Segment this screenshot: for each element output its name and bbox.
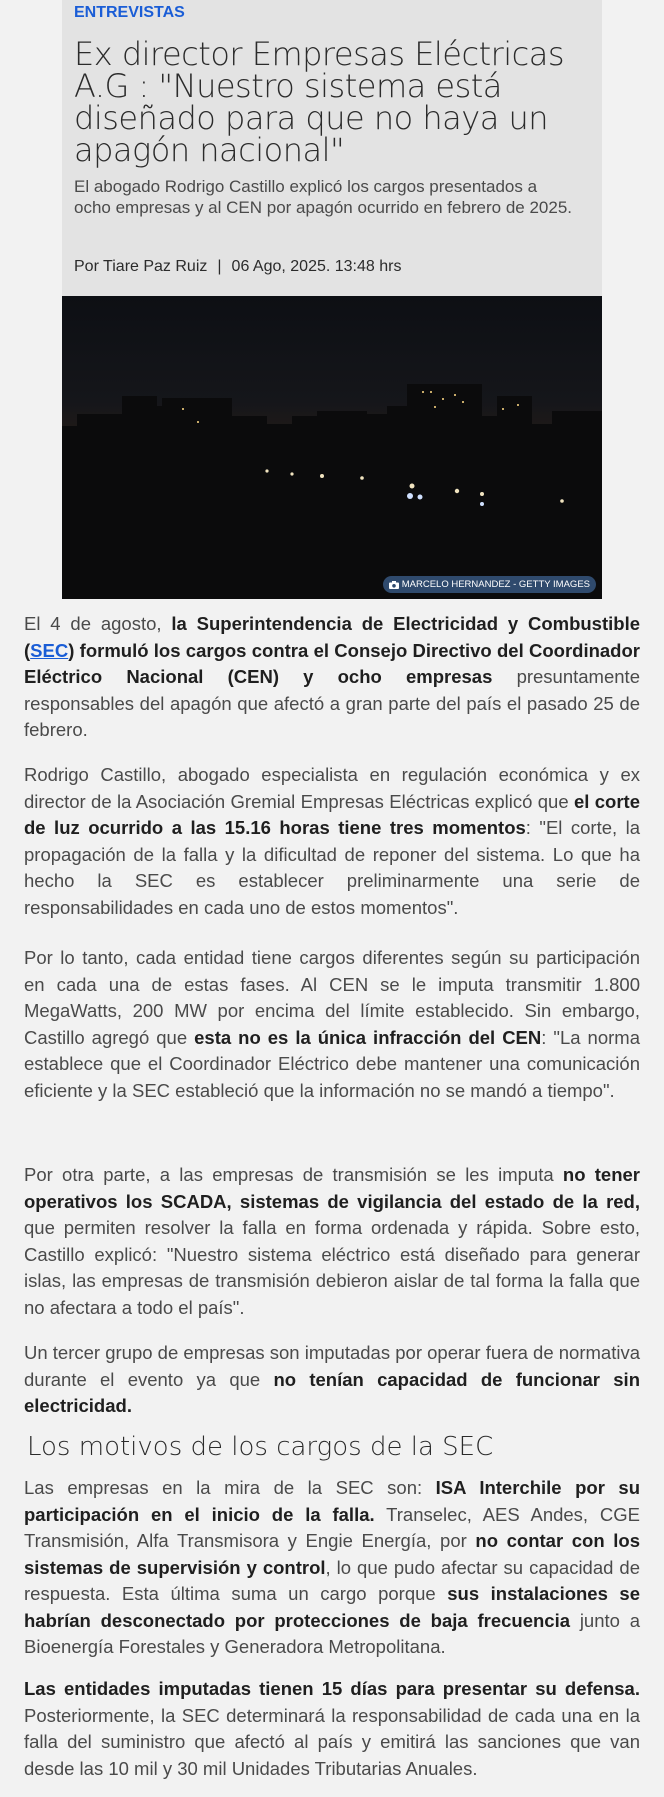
hero-image [62, 296, 602, 599]
p3-bold-b: esta no es la única infracción del CEN [194, 1026, 542, 1048]
section-subheading: Los motivos de los cargos de la SEC [27, 1432, 494, 1462]
paragraph-5 [24, 1340, 640, 1420]
p2-bold-b: el corte de luz ocurrido a las 15.16 horas tiene tres momentos [24, 790, 641, 838]
paragraph-7 [24, 1676, 640, 1782]
p7-bold-a: Las entidades imputadas tienen 15 días para presentar su defensa. [24, 1678, 640, 1699]
paragraph-1 [24, 611, 640, 744]
p6-text-a: Las empresas en la mira de la SEC son: [24, 1477, 436, 1498]
camera-icon [389, 581, 399, 589]
publish-date: 06 Ago, 2025. 13:48 hrs [231, 258, 402, 275]
paragraph-6 [24, 1475, 640, 1661]
p1-bold-c: ) formuló los cargos contra el Consejo Directivo del Coordinador Eléctrico Nacional (CEN) y ocho empresas [24, 639, 640, 687]
paragraph-4 [24, 1162, 640, 1321]
section-tag[interactable]: ENTREVISTAS [74, 4, 185, 21]
sec-link[interactable]: SEC [30, 639, 69, 661]
p5-text-a: Un tercer grupo de empresas son imputadas por operar fuera de normativa durante el evento ya que [24, 1342, 640, 1390]
night-city-skyline-image [62, 296, 602, 599]
p2-text-c: : "El corte, la propagación de la falla y la dificultad de reponer del sistema. Lo que ha hecho la SEC es establecer preliminarmente una serie de responsabilidades en cada uno de estos momentos". [24, 817, 641, 918]
p6-text-g: junto a Bioenergía Forestales y Generadora Metropolitana. [24, 1609, 641, 1657]
p6-bold-d: no contar con los sistemas de supervisión y control [24, 1530, 640, 1578]
photo-credit [383, 576, 596, 593]
article-subtitle: El abogado Rodrigo Castillo explicó los cargos presentados a ocho empresas y al CEN por apagón ocurrido en febrero de 2025. [74, 177, 573, 217]
byline [74, 258, 401, 276]
p2-text-a: Rodrigo Castillo, abogado especialista en regulación económica y ex director de la Asociación Gremial Empresas Eléctricas explicó que [24, 764, 640, 812]
byline-separator: | [217, 258, 222, 275]
p5-bold-b: no tenían capacidad de funcionar sin electricidad. [24, 1368, 640, 1416]
p3-text-a: Por lo tanto, cada entidad tiene cargos diferentes según su participación en cada una de estas fases. Al CEN se le imputa transmitir 1.800 MegaWatts, 200 MW por encima del límite establecido. Sin embargo, Castillo agregó que [24, 947, 640, 1048]
article-title: Ex director Empresas Eléctricas A.G : "Nuestro sistema está diseñado para que no haya un apagón nacional" [74, 35, 565, 169]
paragraph-2 [24, 762, 640, 921]
author: Por Tiare Paz Ruiz [74, 258, 208, 275]
paragraph-3 [24, 945, 640, 1104]
p3-text-c: : "La norma establece que el Coordinador Eléctrico debe mantener una comunicación eficiente y la SEC estableció que la información no se mandó a tiempo". [24, 1026, 640, 1101]
photo-credit-text: MARCELO HERNANDEZ - GETTY IMAGES [401, 579, 590, 590]
p6-bold-b: ISA Interchile por su participación en el inicio de la falla. [24, 1477, 640, 1525]
p4-text-c: que permiten resolver la falla en forma ordenada y rápida. Sobre esto, Castillo explicó: "Nuestro sistema eléctrico está diseñado para generar islas, las empresas de transmisión debieron aislar de tal forma la falla que no afectara a todo el país". [24, 1217, 640, 1318]
p4-text-a: Por otra parte, a las empresas de transmisión se les imputa [24, 1164, 563, 1185]
p4-bold-b: no tener operativos los SCADA, sistemas de vigilancia del estado de la red, [24, 1164, 640, 1212]
article-header [62, 0, 602, 296]
p6-bold-f: sus instalaciones se habrían desconectado por protecciones de baja frecuencia [24, 1583, 641, 1631]
p1-bold-b: la Superintendencia de Electricidad y Combustible ( [24, 613, 640, 661]
p6-text-c: Transelec, AES Andes, CGE Transmisión, Alfa Transmisora y Engie Energía, por [24, 1503, 640, 1551]
p1-text-a: El 4 de agosto, [24, 613, 172, 634]
p7-text-b: Posteriormente, la SEC determinará la responsabilidad de cada una en la falla del suministro que afectó al país y emitirá las sanciones que van desde las 10 mil y 30 mil Unidades Tributarias Anuales. [24, 1704, 640, 1779]
p1-text-d: presuntamente responsables del apagón que afectó a gran parte del país el pasado 25 de febrero. [24, 666, 640, 740]
p6-text-e: , lo que pudo afectar su capacidad de respuesta. Esta última suma un cargo porque [24, 1556, 640, 1604]
